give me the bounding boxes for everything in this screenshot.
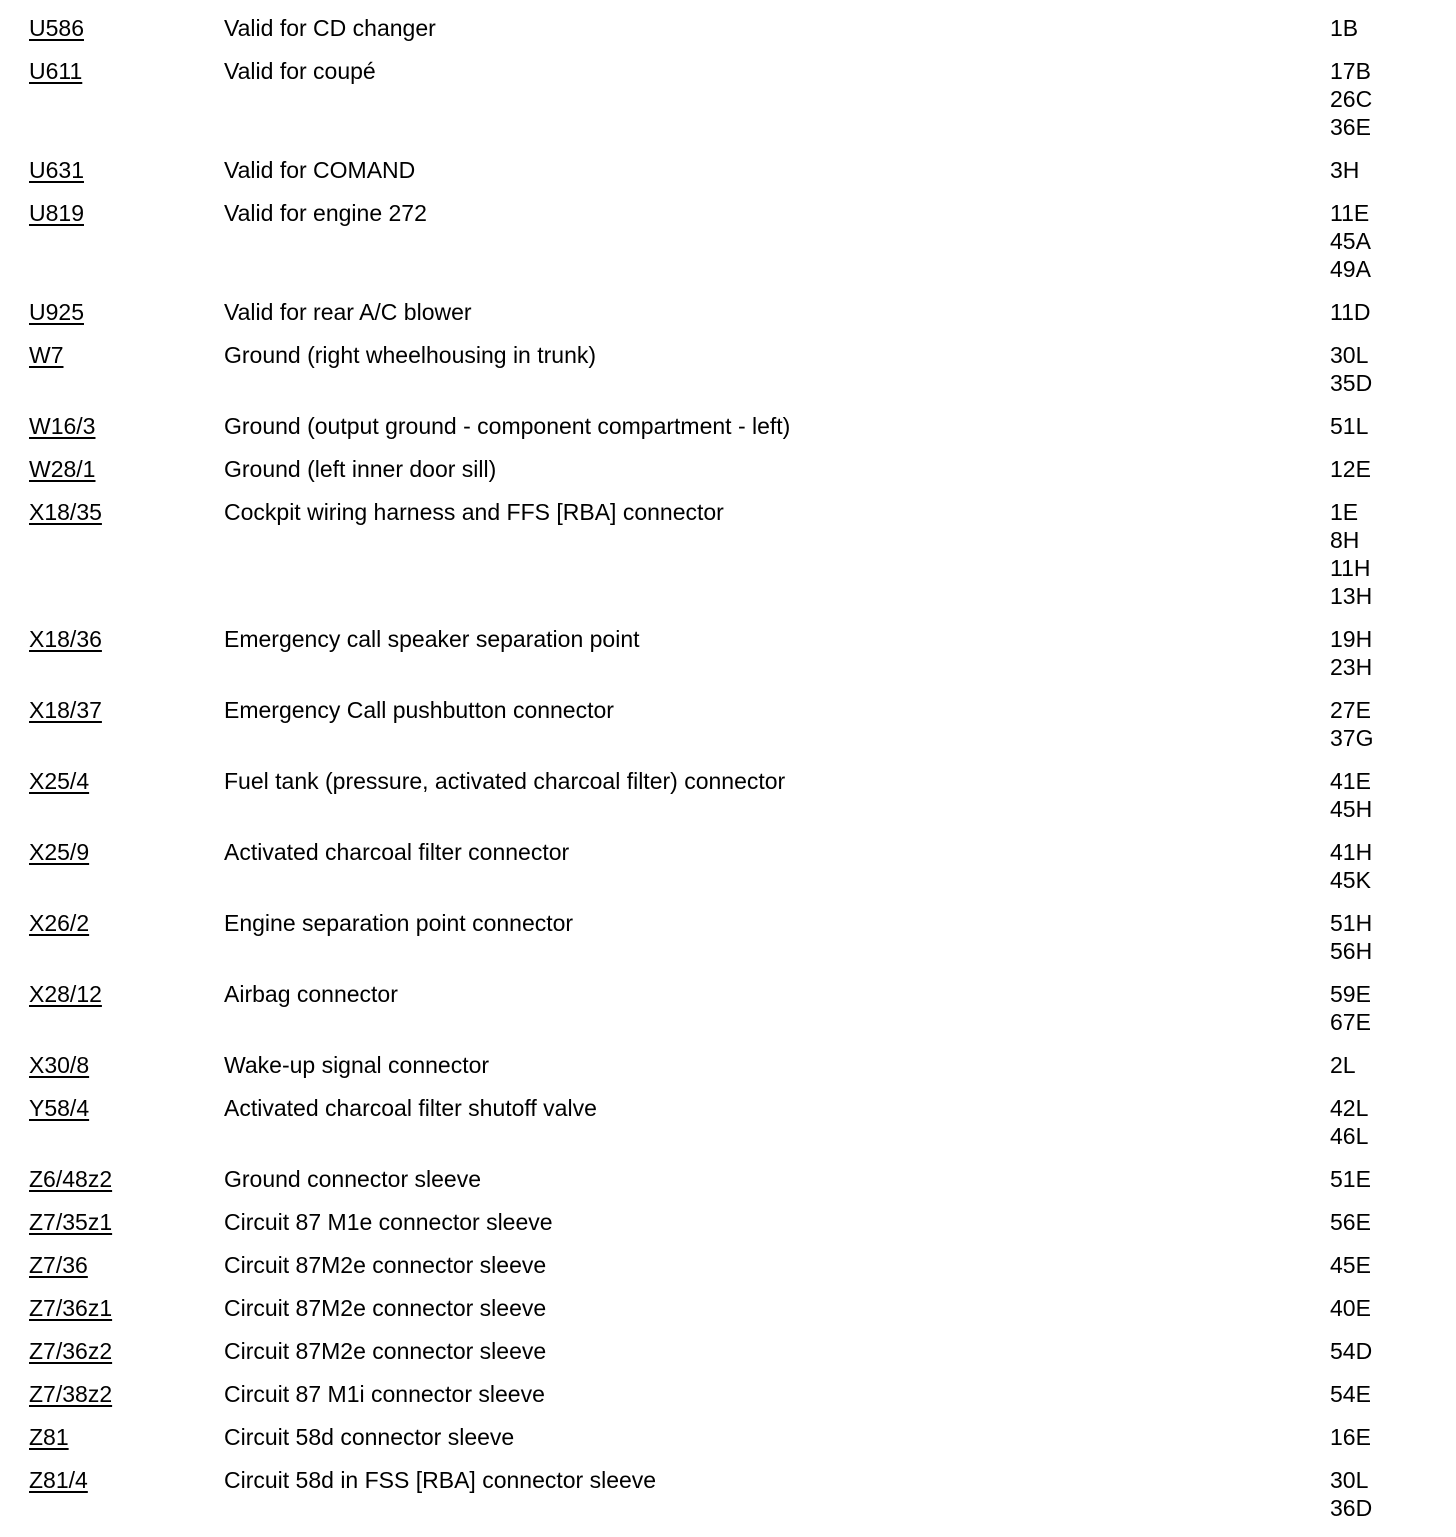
component-description: Valid for coupé: [224, 58, 376, 84]
grid-reference: 11E: [1330, 200, 1370, 226]
component-description: Activated charcoal filter connector: [224, 839, 570, 865]
grid-reference-list: [1330, 412, 1368, 440]
grid-reference: 56E: [1330, 1209, 1371, 1235]
legend-row: [0, 980, 1456, 1051]
grid-reference-list: [1330, 1051, 1356, 1079]
grid-reference: 54D: [1330, 1338, 1373, 1364]
legend-row: [0, 156, 1456, 199]
grid-reference-list: [1330, 156, 1359, 184]
grid-reference: 45K: [1330, 867, 1371, 893]
grid-reference-list: [1330, 909, 1372, 965]
grid-reference: 23H: [1330, 654, 1373, 680]
component-description: Valid for CD changer: [224, 15, 436, 41]
grid-reference: 36E: [1330, 114, 1371, 140]
legend-row: [0, 838, 1456, 909]
grid-reference: 45H: [1330, 796, 1373, 822]
component-description: Ground (right wheelhousing in trunk): [224, 342, 597, 368]
grid-reference: 37G: [1330, 725, 1374, 751]
component-description: Circuit 58d connector sleeve: [224, 1424, 515, 1450]
component-legend-table: [0, 14, 1456, 1537]
grid-reference: 16E: [1330, 1424, 1371, 1450]
component-description: Valid for rear A/C blower: [224, 299, 472, 325]
component-description: Ground connector sleeve: [224, 1166, 481, 1192]
component-code-link[interactable]: U925: [29, 299, 84, 325]
grid-reference: 51L: [1330, 413, 1369, 439]
grid-reference: 35D: [1330, 370, 1373, 396]
component-description: Fuel tank (pressure, activated charcoal filter) connector: [224, 768, 786, 794]
component-description: Emergency Call pushbutton connector: [224, 697, 614, 723]
component-description: Circuit 87M2e connector sleeve: [224, 1295, 547, 1321]
component-code-link[interactable]: U819: [29, 200, 84, 226]
legend-row: [0, 1337, 1456, 1380]
legend-row: [0, 909, 1456, 980]
grid-reference: 42L: [1330, 1095, 1369, 1121]
grid-reference-list: [1330, 1251, 1371, 1279]
grid-reference: 59E: [1330, 981, 1371, 1007]
legend-row: [0, 455, 1456, 498]
component-description: Circuit 87M2e connector sleeve: [224, 1338, 547, 1364]
grid-reference-list: [1330, 1337, 1372, 1365]
grid-reference: 30L: [1330, 342, 1369, 368]
component-code-link[interactable]: Z7/36z2: [29, 1338, 113, 1364]
grid-reference-list: [1330, 14, 1358, 42]
legend-row: [0, 57, 1456, 156]
legend-row: [0, 341, 1456, 412]
grid-reference: 41H: [1330, 839, 1373, 865]
legend-row: [0, 1165, 1456, 1208]
component-code-link[interactable]: X25/4: [29, 768, 90, 794]
grid-reference: 26C: [1330, 86, 1373, 112]
component-code-link[interactable]: W28/1: [29, 456, 96, 482]
component-description: Valid for engine 272: [224, 200, 427, 226]
grid-reference-list: [1330, 1094, 1368, 1150]
component-code-link[interactable]: W7: [29, 342, 64, 368]
grid-reference-list: [1330, 1380, 1371, 1408]
component-description: Ground (output ground - component compartment - left): [224, 413, 791, 439]
grid-reference: 19H: [1330, 626, 1373, 652]
grid-reference-list: [1330, 57, 1372, 141]
grid-reference: 56H: [1330, 938, 1373, 964]
legend-row: [0, 14, 1456, 57]
component-code-link[interactable]: U631: [29, 157, 84, 183]
component-code-link[interactable]: Y58/4: [29, 1095, 90, 1121]
grid-reference: 36D: [1330, 1495, 1373, 1521]
component-code-link[interactable]: X28/12: [29, 981, 102, 1007]
legend-row: [0, 1380, 1456, 1423]
grid-reference-list: [1330, 696, 1373, 752]
legend-row: [0, 199, 1456, 298]
grid-reference: 3H: [1330, 157, 1360, 183]
grid-reference: 49A: [1330, 256, 1371, 282]
grid-reference: 1B: [1330, 15, 1359, 41]
component-description: Airbag connector: [224, 981, 398, 1007]
grid-reference-list: [1330, 1165, 1371, 1193]
grid-reference: 8H: [1330, 527, 1360, 553]
component-code-link[interactable]: Z7/35z1: [29, 1209, 113, 1235]
component-code-link[interactable]: X18/35: [29, 499, 102, 525]
component-description: Engine separation point connector: [224, 910, 574, 936]
grid-reference-list: [1330, 838, 1372, 894]
grid-reference: 27E: [1330, 697, 1371, 723]
component-code-link[interactable]: W16/3: [29, 413, 96, 439]
legend-row: [0, 767, 1456, 838]
component-description: Circuit 87 M1e connector sleeve: [224, 1209, 553, 1235]
legend-row: [0, 1423, 1456, 1466]
grid-reference: 51H: [1330, 910, 1373, 936]
grid-reference: 51E: [1330, 1166, 1371, 1192]
component-description: Cockpit wiring harness and FFS [RBA] connector: [224, 499, 724, 525]
grid-reference-list: [1330, 1208, 1371, 1236]
grid-reference: 67E: [1330, 1009, 1371, 1035]
component-description: Circuit 87 M1i connector sleeve: [224, 1381, 545, 1407]
grid-reference: 12E: [1330, 456, 1371, 482]
component-code-link[interactable]: Z6/48z2: [29, 1166, 113, 1192]
grid-reference: 45E: [1330, 1252, 1371, 1278]
component-description: Activated charcoal filter shutoff valve: [224, 1095, 597, 1121]
component-code-link[interactable]: X30/8: [29, 1052, 90, 1078]
component-description: Ground (left inner door sill): [224, 456, 497, 482]
component-code-link[interactable]: X18/37: [29, 697, 102, 723]
grid-reference: 2L: [1330, 1052, 1356, 1078]
component-code-link[interactable]: Z81: [29, 1424, 69, 1450]
component-code-link[interactable]: Z7/38z2: [29, 1381, 113, 1407]
grid-reference: 45A: [1330, 228, 1371, 254]
grid-reference: 1E: [1330, 499, 1359, 525]
component-code-link[interactable]: Z81/4: [29, 1467, 88, 1493]
component-code-link[interactable]: Z7/36z1: [29, 1295, 113, 1321]
component-description: Valid for COMAND: [224, 157, 416, 183]
grid-reference-list: [1330, 455, 1371, 483]
component-code-link[interactable]: X26/2: [29, 910, 90, 936]
legend-row: [0, 696, 1456, 767]
legend-row: [0, 298, 1456, 341]
grid-reference: 41E: [1330, 768, 1371, 794]
component-code-link[interactable]: X18/36: [29, 626, 102, 652]
legend-row: [0, 1294, 1456, 1337]
legend-row: [0, 625, 1456, 696]
grid-reference-list: [1330, 341, 1372, 397]
legend-row: [0, 1094, 1456, 1165]
grid-reference-list: [1330, 767, 1372, 823]
grid-reference: 13H: [1330, 583, 1373, 609]
component-code-link[interactable]: X25/9: [29, 839, 90, 865]
legend-row: [0, 1208, 1456, 1251]
component-code-link[interactable]: U611: [29, 58, 83, 84]
grid-reference-list: [1330, 1294, 1371, 1322]
component-code-link[interactable]: Z7/36: [29, 1252, 88, 1278]
grid-reference: 46L: [1330, 1123, 1369, 1149]
grid-reference-list: [1330, 199, 1371, 283]
grid-reference-list: [1330, 1423, 1371, 1451]
grid-reference-list: [1330, 298, 1371, 326]
grid-reference: 17B: [1330, 58, 1371, 84]
component-description: Circuit 58d in FSS [RBA] connector sleeve: [224, 1467, 657, 1493]
grid-reference: 11H: [1330, 555, 1371, 581]
grid-reference: 30L: [1330, 1467, 1369, 1493]
legend-row: [0, 412, 1456, 455]
grid-reference: 11D: [1330, 299, 1371, 325]
component-code-link[interactable]: U586: [29, 15, 84, 41]
component-description: Circuit 87M2e connector sleeve: [224, 1252, 547, 1278]
grid-reference-list: [1330, 1466, 1372, 1522]
legend-row: [0, 1251, 1456, 1294]
legend-row: [0, 1051, 1456, 1094]
grid-reference-list: [1330, 625, 1372, 681]
component-description: Wake-up signal connector: [224, 1052, 490, 1078]
grid-reference-list: [1330, 498, 1372, 610]
component-description: Emergency call speaker separation point: [224, 626, 640, 652]
grid-reference: 54E: [1330, 1381, 1371, 1407]
grid-reference: 40E: [1330, 1295, 1371, 1321]
legend-row: [0, 1466, 1456, 1537]
grid-reference-list: [1330, 980, 1371, 1036]
legend-row: [0, 498, 1456, 625]
